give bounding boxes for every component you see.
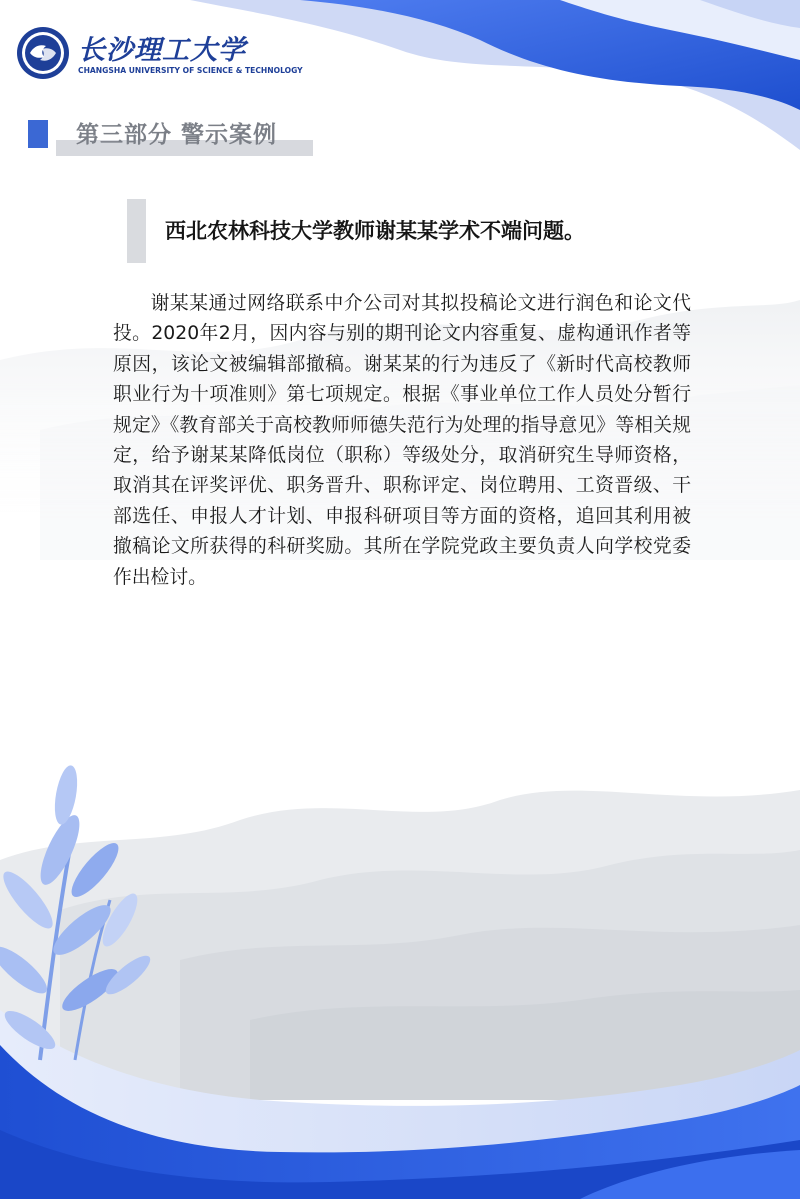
university-name-english: CHANGSHA UNIVERSITY OF SCIENCE & TECHNOLOGY [78, 66, 303, 75]
case-title: 西北农林科技大学教师谢某某学术不端问题。 [165, 219, 585, 243]
section-header [28, 116, 313, 160]
heading-marker-bar [127, 199, 146, 263]
university-emblem-icon [16, 26, 70, 80]
section-marker [28, 120, 48, 148]
mountain-silhouette-lower [0, 790, 800, 1100]
university-logo [16, 26, 303, 82]
university-name: 长沙理工大学 [78, 35, 246, 66]
section-title: 第三部分 警示案例 [76, 122, 278, 148]
case-body-text: 谢某某通过网络联系中介公司对其拟投稿论文进行润色和论文代投。2020年2月，因内容与别的期刊论文内容重复、虚构通讯作者等原因，该论文被编辑部撤稿。谢某某的行为违反了《新时代高校教师职业行为十项准则》第七项规定。根据《事业单位工作人员处分暂行规定》《教育部关于高校教师师德失范行为处理的指导意见》等相关规定，给予谢某某降低岗位（职称）等级处分，取消研究生导师资格，取消其在评奖评优、职务晋升、职称评定、岗位聘用、工资晋级、干部选任、申报人才计划、申报科研项目等方面的资格，追回其利用被撤稿论文所获得的科研奖励。其所在学院党政主要负责人向学校党委作出检讨。 [113, 293, 691, 588]
